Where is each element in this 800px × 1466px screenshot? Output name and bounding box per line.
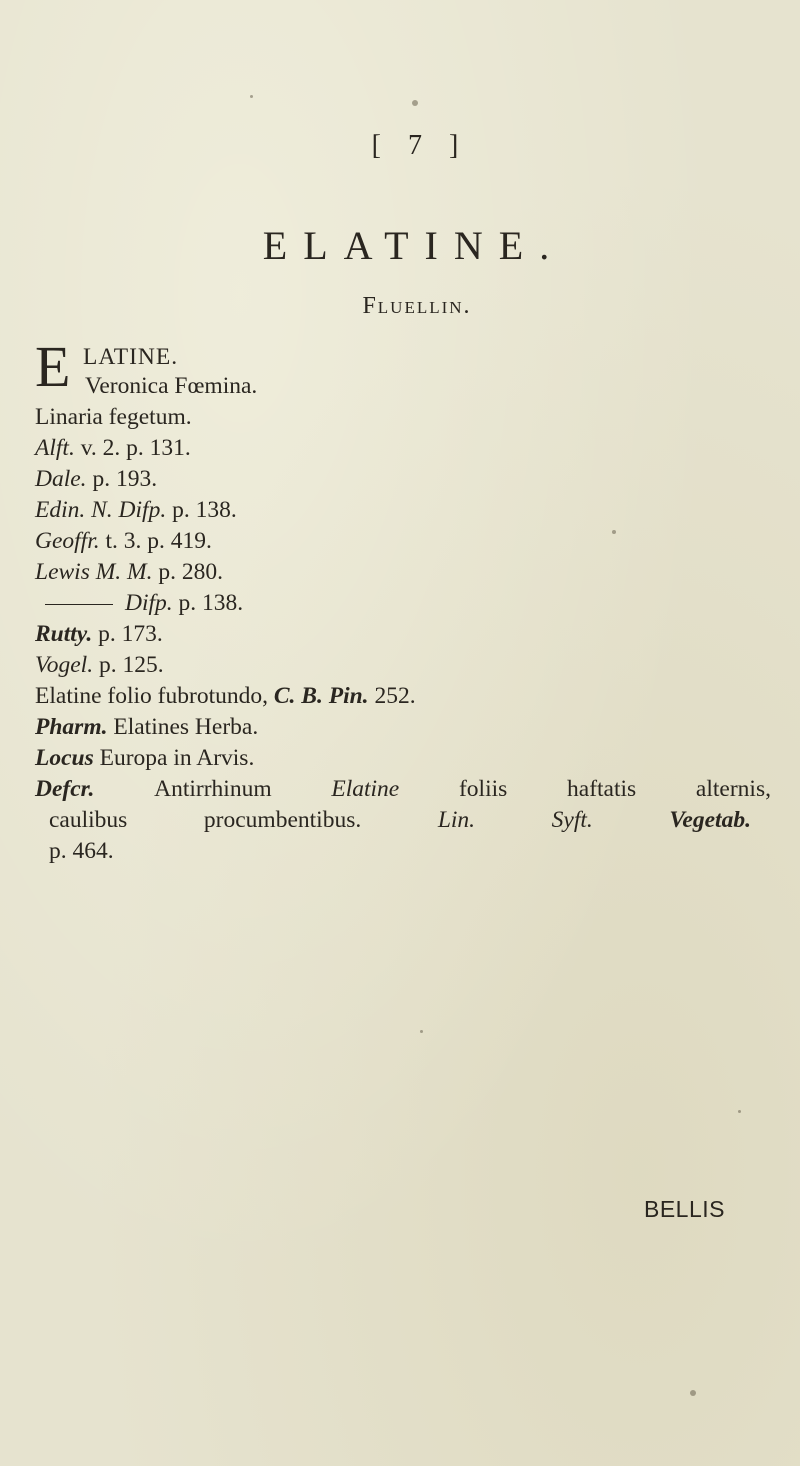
description-word: alternis,	[695, 776, 771, 802]
paper-speck	[412, 100, 418, 106]
description-page: p. 464.	[49, 838, 114, 864]
reference-page: p. 193.	[92, 466, 158, 492]
locus-label: Locus	[35, 745, 94, 771]
synonym-text: Linaria fegetum.	[35, 404, 192, 430]
locus-text: Europa in Arvis.	[99, 745, 255, 771]
synonym-line	[35, 402, 775, 433]
entry-list	[35, 334, 775, 867]
description-word: Elatine	[331, 776, 400, 802]
description-line	[35, 836, 775, 867]
locus-line	[35, 743, 775, 774]
heading-rest: LATINE.	[83, 344, 179, 370]
reference-page: p. 138.	[172, 497, 237, 523]
description-word: Vegetab.	[669, 807, 751, 833]
reference-line	[35, 681, 775, 712]
reference-line	[35, 526, 775, 557]
reference-source: Lewis M. M.	[35, 559, 153, 585]
reference-text: Elatine folio fubrotundo,	[35, 683, 268, 709]
reference-line	[35, 433, 775, 464]
reference-source: Geoffr.	[35, 528, 100, 554]
paper-speck	[420, 1030, 423, 1033]
reference-page: p. 173.	[98, 621, 163, 647]
reference-line	[35, 712, 775, 743]
synonym-line	[35, 371, 775, 402]
paper-speck	[738, 1110, 741, 1113]
reference-line	[35, 619, 775, 650]
description-word: caulibus	[49, 807, 128, 833]
catchword: BELLIS	[644, 1196, 725, 1222]
reference-page: t. 3. p. 419.	[105, 528, 212, 554]
reference-source: Pharm.	[35, 714, 108, 740]
reference-source: Rutty.	[35, 621, 93, 647]
description-word: haftatis	[567, 776, 637, 802]
paper-speck	[250, 95, 253, 98]
ditto-dash	[45, 604, 113, 605]
reference-page: p. 138.	[178, 590, 244, 616]
reference-source: Difp.	[125, 590, 173, 616]
reference-page: p. 280.	[158, 559, 223, 585]
drop-cap: E	[35, 334, 71, 399]
reference-line	[35, 557, 775, 588]
description-word: foliis	[458, 776, 508, 802]
reference-line	[35, 464, 775, 495]
reference-page: p. 125.	[98, 652, 164, 678]
page-number: [ 7 ]	[371, 130, 469, 161]
reference-line	[35, 650, 775, 681]
description-word: Antirrhinum	[154, 776, 272, 802]
description-word: procumbentibus.	[203, 807, 362, 833]
synonym-text: Veronica Fœmina.	[85, 373, 258, 399]
paper-speck	[690, 1390, 696, 1396]
reference-source: C. B. Pin.	[273, 683, 369, 709]
page-title: ELATINE.	[262, 223, 566, 268]
page-subtitle: Fluellin.	[362, 293, 472, 319]
reference-line	[35, 495, 775, 526]
reference-text: Elatines Herba.	[113, 714, 259, 740]
reference-source: Dale.	[35, 466, 87, 492]
reference-source: Alft.	[35, 435, 75, 461]
description-line	[35, 805, 775, 836]
reference-line	[35, 588, 775, 619]
description-line	[35, 774, 775, 805]
description-word: Syft.	[551, 807, 593, 833]
description-word: Lin.	[437, 807, 476, 833]
reference-source: Vogel.	[35, 652, 94, 678]
reference-page: 252.	[374, 683, 416, 709]
reference-page: v. 2. p. 131.	[80, 435, 191, 461]
reference-source: Edin. N. Difp.	[35, 497, 167, 523]
description-label: Defcr.	[35, 776, 95, 802]
